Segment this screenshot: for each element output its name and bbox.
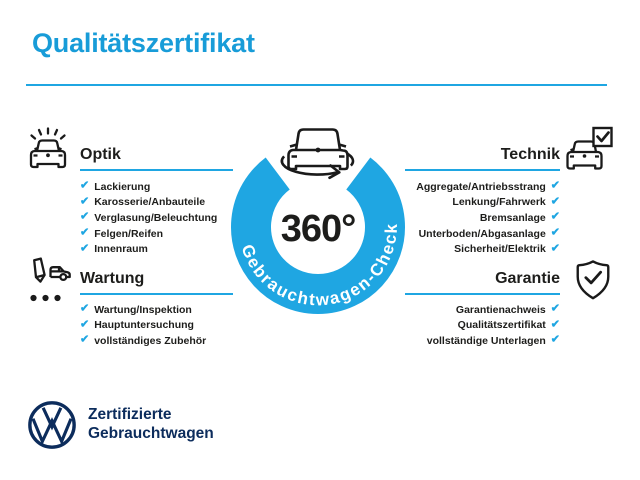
list-item-label: Lackierung xyxy=(94,180,151,193)
list-item-label: Wartung/Inspektion xyxy=(94,303,192,316)
list-item xyxy=(427,318,560,334)
list-item-label: Bremsanlage xyxy=(479,211,546,224)
list-item xyxy=(427,333,560,349)
garantie-checklist xyxy=(427,302,560,349)
section-title-optik: Optik xyxy=(80,146,121,163)
optik-checklist xyxy=(80,179,217,257)
list-item-label: Aggregate/Antriebsstrang xyxy=(416,180,546,193)
list-item xyxy=(80,241,217,257)
list-item-label: Lenkung/Fahrwerk xyxy=(452,196,546,209)
check-icon: ✔ xyxy=(80,302,90,315)
list-item-label: Qualitätszertifikat xyxy=(457,319,546,332)
title-divider xyxy=(26,84,607,86)
degree-value: 360° xyxy=(280,208,356,250)
vw-logo xyxy=(27,400,77,450)
list-item xyxy=(80,318,206,334)
list-item-label: Verglasung/Beleuchtung xyxy=(94,211,218,224)
section-title-technik: Technik xyxy=(500,146,560,163)
check-icon: ✔ xyxy=(550,226,560,239)
list-item xyxy=(80,195,217,211)
service-checklist-icon xyxy=(24,256,72,304)
list-item-label: Innenraum xyxy=(94,243,148,256)
list-item xyxy=(416,179,560,195)
car-rotate-icon xyxy=(282,130,353,178)
check-icon: ✔ xyxy=(550,242,560,255)
section-rule-technik xyxy=(405,169,560,171)
list-item xyxy=(416,226,560,242)
technik-checklist xyxy=(416,179,560,257)
list-item xyxy=(427,302,560,318)
check-icon: ✔ xyxy=(550,302,560,315)
section-rule-wartung xyxy=(80,293,233,295)
list-item-label: Unterboden/Abgasanlage xyxy=(418,227,546,240)
wartung-checklist xyxy=(80,302,206,349)
list-item-label: vollständiges Zubehör xyxy=(94,334,207,347)
check-icon: ✔ xyxy=(550,318,560,331)
list-item xyxy=(416,241,560,257)
check-icon: ✔ xyxy=(550,195,560,208)
section-title-wartung: Wartung xyxy=(80,270,145,287)
list-item-label: Felgen/Reifen xyxy=(94,227,164,240)
check-icon: ✔ xyxy=(80,333,90,346)
check-icon: ✔ xyxy=(80,179,90,192)
check-icon: ✔ xyxy=(550,333,560,346)
list-item xyxy=(80,302,206,318)
car-shine-icon xyxy=(24,126,72,174)
car-checkbox-icon xyxy=(565,125,615,175)
check-icon: ✔ xyxy=(80,210,90,223)
list-item xyxy=(80,179,217,195)
list-item-label: vollständige Unterlagen xyxy=(426,334,546,347)
footer-brand-text xyxy=(88,405,214,443)
check-icon: ✔ xyxy=(550,179,560,192)
list-item-label: Karosserie/Anbauteile xyxy=(94,196,206,209)
360-check-badge xyxy=(218,112,418,322)
list-item xyxy=(80,226,217,242)
check-icon: ✔ xyxy=(80,226,90,239)
footer-line1: Zertifizierte xyxy=(88,406,172,423)
ring-label: Gebrauchtwagen-Check xyxy=(237,222,401,310)
page-title: Qualitätszertifikat xyxy=(32,28,255,58)
shield-check-icon xyxy=(572,258,614,304)
check-icon: ✔ xyxy=(550,210,560,223)
check-icon: ✔ xyxy=(80,242,90,255)
list-item xyxy=(80,333,206,349)
footer-line2: Gebrauchtwagen xyxy=(88,425,214,442)
section-rule-optik xyxy=(80,169,233,171)
list-item xyxy=(416,210,560,226)
section-title-garantie: Garantie xyxy=(495,270,560,287)
check-icon: ✔ xyxy=(80,195,90,208)
section-rule-garantie xyxy=(405,293,560,295)
list-item-label: Hauptuntersuchung xyxy=(94,319,194,332)
check-icon: ✔ xyxy=(80,318,90,331)
list-item-label: Sicherheit/Elektrik xyxy=(454,243,546,256)
list-item-label: Garantienachweis xyxy=(455,303,546,316)
list-item xyxy=(80,210,217,226)
list-item xyxy=(416,195,560,211)
